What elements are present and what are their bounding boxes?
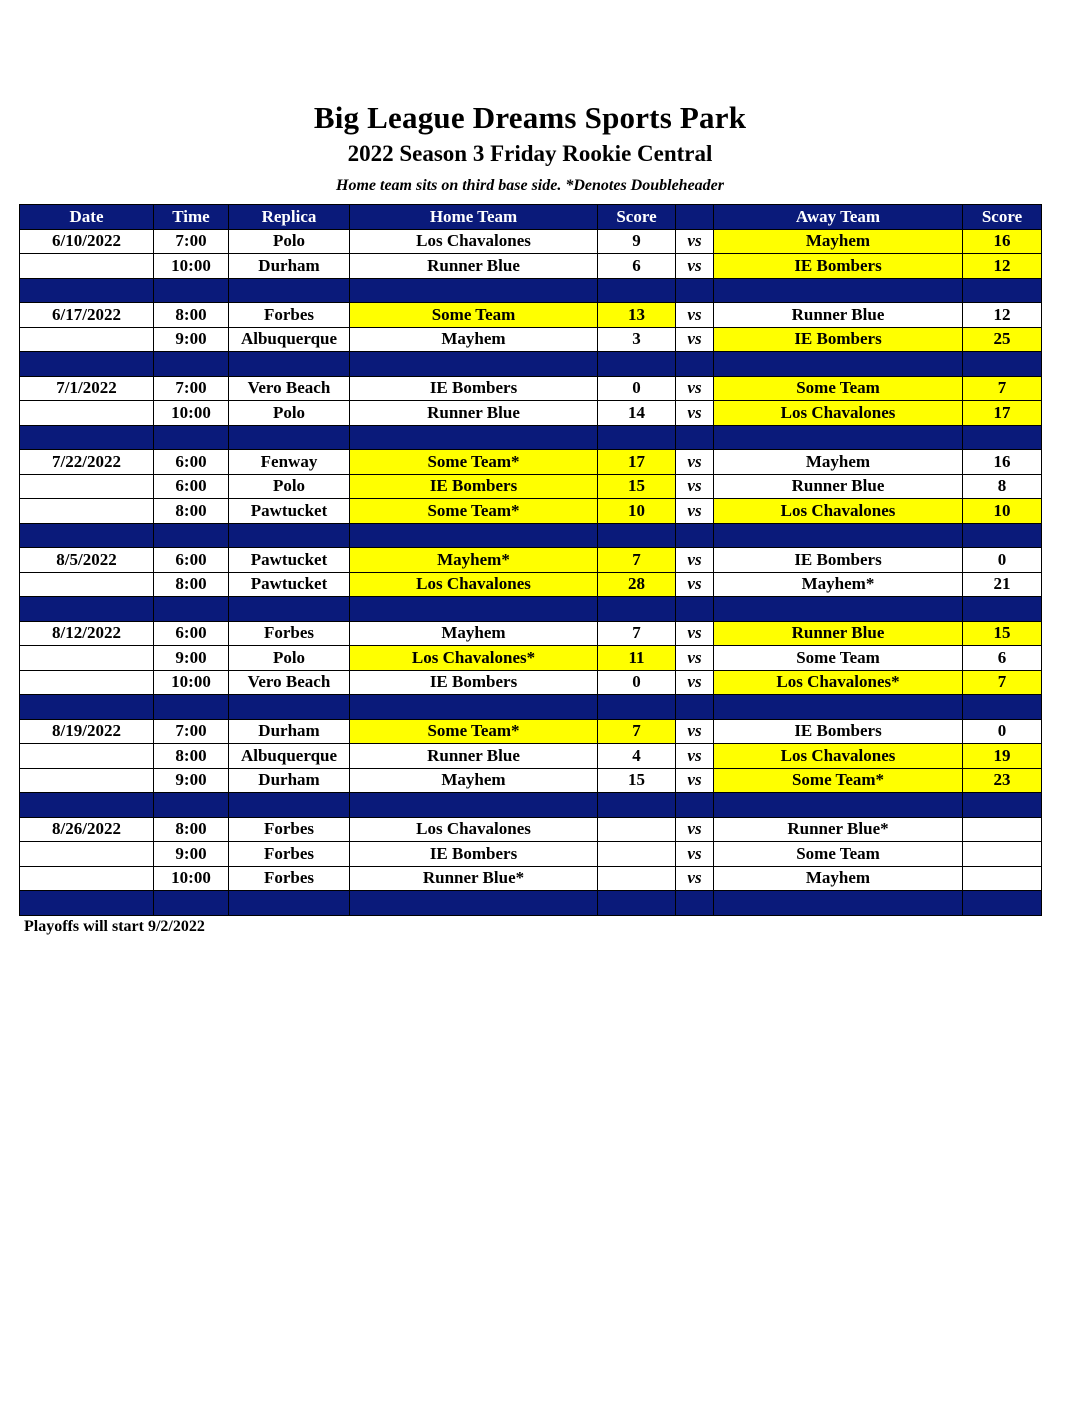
cell-time: 8:00 xyxy=(154,744,229,769)
cell-replica: Polo xyxy=(229,646,350,671)
cell-vs: vs xyxy=(676,646,714,671)
cell-date xyxy=(20,670,154,695)
separator-cell xyxy=(963,597,1042,622)
cell-home-team: Runner Blue xyxy=(350,401,598,426)
cell-away-score xyxy=(963,817,1042,842)
separator-cell xyxy=(598,793,676,818)
cell-vs: vs xyxy=(676,768,714,793)
separator-cell xyxy=(598,891,676,916)
cell-date xyxy=(20,646,154,671)
separator-row xyxy=(20,891,1042,916)
separator-row xyxy=(20,523,1042,548)
separator-row xyxy=(20,425,1042,450)
cell-home-team: Some Team* xyxy=(350,499,598,524)
cell-vs: vs xyxy=(676,670,714,695)
cell-replica: Forbes xyxy=(229,817,350,842)
separator-cell xyxy=(350,523,598,548)
schedule-body xyxy=(20,229,1042,915)
separator-cell xyxy=(229,523,350,548)
cell-time: 9:00 xyxy=(154,646,229,671)
separator-cell xyxy=(598,278,676,303)
separator-cell xyxy=(676,793,714,818)
cell-home-team: IE Bombers xyxy=(350,376,598,401)
cell-time: 8:00 xyxy=(154,572,229,597)
cell-replica: Durham xyxy=(229,254,350,279)
cell-away-team: Some Team xyxy=(714,646,963,671)
header-vs xyxy=(676,205,714,230)
separator-cell xyxy=(350,793,598,818)
cell-away-team: Runner Blue xyxy=(714,621,963,646)
separator-row xyxy=(20,793,1042,818)
cell-away-score: 8 xyxy=(963,474,1042,499)
cell-home-score: 13 xyxy=(598,303,676,328)
cell-home-team: Los Chavalones xyxy=(350,572,598,597)
header-away-score: Score xyxy=(963,205,1042,230)
cell-replica: Forbes xyxy=(229,303,350,328)
cell-away-score: 12 xyxy=(963,303,1042,328)
cell-vs: vs xyxy=(676,548,714,573)
separator-cell xyxy=(154,425,229,450)
cell-away-score: 21 xyxy=(963,572,1042,597)
cell-time: 6:00 xyxy=(154,474,229,499)
schedule-table xyxy=(19,204,1042,916)
separator-cell xyxy=(229,891,350,916)
cell-away-score: 16 xyxy=(963,450,1042,475)
cell-home-team: Los Chavalones* xyxy=(350,646,598,671)
separator-cell xyxy=(714,278,963,303)
separator-cell xyxy=(154,352,229,377)
page-subtitle: 2022 Season 3 Friday Rookie Central xyxy=(347,141,713,166)
cell-date xyxy=(20,842,154,867)
separator-cell xyxy=(20,891,154,916)
table-row xyxy=(20,303,1042,328)
cell-time: 8:00 xyxy=(154,817,229,842)
cell-home-team: Mayhem xyxy=(350,621,598,646)
header-replica: Replica xyxy=(229,205,350,230)
cell-time: 6:00 xyxy=(154,450,229,475)
separator-cell xyxy=(229,695,350,720)
cell-vs: vs xyxy=(676,572,714,597)
cell-home-score: 15 xyxy=(598,768,676,793)
cell-date xyxy=(20,254,154,279)
table-row xyxy=(20,229,1042,254)
cell-home-score: 3 xyxy=(598,327,676,352)
cell-home-score: 9 xyxy=(598,229,676,254)
cell-home-score: 6 xyxy=(598,254,676,279)
separator-cell xyxy=(714,891,963,916)
cell-time: 9:00 xyxy=(154,768,229,793)
separator-cell xyxy=(676,425,714,450)
playoffs-note: Playoffs will start 9/2/2022 xyxy=(24,918,205,935)
cell-home-score: 15 xyxy=(598,474,676,499)
header-row xyxy=(20,205,1042,230)
cell-away-score: 17 xyxy=(963,401,1042,426)
cell-away-team: Los Chavalones xyxy=(714,401,963,426)
cell-away-team: Runner Blue xyxy=(714,474,963,499)
cell-away-team: Mayhem xyxy=(714,450,963,475)
cell-home-team: Los Chavalones xyxy=(350,817,598,842)
cell-away-team: Runner Blue* xyxy=(714,817,963,842)
table-row xyxy=(20,572,1042,597)
cell-vs: vs xyxy=(676,229,714,254)
cell-time: 10:00 xyxy=(154,401,229,426)
separator-cell xyxy=(350,278,598,303)
cell-replica: Polo xyxy=(229,229,350,254)
separator-cell xyxy=(20,523,154,548)
cell-time: 10:00 xyxy=(154,866,229,891)
cell-replica: Pawtucket xyxy=(229,499,350,524)
separator-cell xyxy=(714,425,963,450)
cell-away-score: 7 xyxy=(963,376,1042,401)
cell-vs: vs xyxy=(676,303,714,328)
separator-cell xyxy=(676,597,714,622)
cell-home-score: 4 xyxy=(598,744,676,769)
separator-cell xyxy=(676,891,714,916)
cell-away-team: Los Chavalones* xyxy=(714,670,963,695)
separator-cell xyxy=(714,523,963,548)
separator-cell xyxy=(350,597,598,622)
separator-cell xyxy=(229,278,350,303)
cell-home-team: IE Bombers xyxy=(350,670,598,695)
cell-date xyxy=(20,474,154,499)
cell-away-score: 15 xyxy=(963,621,1042,646)
cell-replica: Pawtucket xyxy=(229,572,350,597)
cell-away-score: 25 xyxy=(963,327,1042,352)
cell-away-score: 0 xyxy=(963,719,1042,744)
cell-away-team: IE Bombers xyxy=(714,548,963,573)
separator-cell xyxy=(154,891,229,916)
separator-cell xyxy=(154,793,229,818)
table-row xyxy=(20,499,1042,524)
cell-vs: vs xyxy=(676,376,714,401)
cell-date xyxy=(20,768,154,793)
cell-date: 6/17/2022 xyxy=(20,303,154,328)
separator-cell xyxy=(20,597,154,622)
cell-date xyxy=(20,499,154,524)
cell-date: 8/12/2022 xyxy=(20,621,154,646)
separator-row xyxy=(20,597,1042,622)
cell-vs: vs xyxy=(676,450,714,475)
page-title: Big League Dreams Sports Park xyxy=(313,100,747,135)
cell-home-score xyxy=(598,866,676,891)
cell-away-team: Los Chavalones xyxy=(714,499,963,524)
separator-cell xyxy=(676,523,714,548)
separator-row xyxy=(20,278,1042,303)
cell-time: 6:00 xyxy=(154,548,229,573)
cell-date: 6/10/2022 xyxy=(20,229,154,254)
separator-cell xyxy=(20,278,154,303)
cell-home-team: Mayhem* xyxy=(350,548,598,573)
separator-cell xyxy=(714,695,963,720)
cell-home-team: Mayhem xyxy=(350,768,598,793)
cell-home-team: IE Bombers xyxy=(350,842,598,867)
cell-away-team: IE Bombers xyxy=(714,254,963,279)
cell-home-score: 17 xyxy=(598,450,676,475)
cell-home-score: 14 xyxy=(598,401,676,426)
separator-cell xyxy=(598,523,676,548)
cell-away-team: Some Team xyxy=(714,376,963,401)
cell-vs: vs xyxy=(676,817,714,842)
separator-cell xyxy=(676,695,714,720)
cell-vs: vs xyxy=(676,254,714,279)
separator-cell xyxy=(154,695,229,720)
cell-away-score: 12 xyxy=(963,254,1042,279)
header-home-score: Score xyxy=(598,205,676,230)
cell-home-team: Runner Blue xyxy=(350,254,598,279)
separator-cell xyxy=(963,793,1042,818)
separator-cell xyxy=(350,425,598,450)
cell-replica: Forbes xyxy=(229,842,350,867)
cell-date xyxy=(20,866,154,891)
separator-cell xyxy=(714,597,963,622)
cell-home-team: Mayhem xyxy=(350,327,598,352)
cell-replica: Albuquerque xyxy=(229,327,350,352)
cell-home-team: Some Team* xyxy=(350,719,598,744)
cell-away-score: 19 xyxy=(963,744,1042,769)
cell-away-score: 0 xyxy=(963,548,1042,573)
table-row xyxy=(20,866,1042,891)
cell-date xyxy=(20,744,154,769)
table-row xyxy=(20,646,1042,671)
separator-cell xyxy=(714,793,963,818)
cell-away-team: Some Team xyxy=(714,842,963,867)
separator-cell xyxy=(229,425,350,450)
cell-vs: vs xyxy=(676,401,714,426)
cell-away-score: 16 xyxy=(963,229,1042,254)
cell-replica: Albuquerque xyxy=(229,744,350,769)
separator-cell xyxy=(963,695,1042,720)
cell-home-score: 7 xyxy=(598,719,676,744)
table-row xyxy=(20,548,1042,573)
cell-date: 8/5/2022 xyxy=(20,548,154,573)
separator-cell xyxy=(963,425,1042,450)
cell-away-team: Runner Blue xyxy=(714,303,963,328)
cell-away-team: Mayhem xyxy=(714,229,963,254)
separator-cell xyxy=(20,695,154,720)
cell-replica: Forbes xyxy=(229,621,350,646)
cell-away-team: IE Bombers xyxy=(714,719,963,744)
cell-home-score: 0 xyxy=(598,376,676,401)
cell-vs: vs xyxy=(676,719,714,744)
table-row xyxy=(20,768,1042,793)
separator-cell xyxy=(963,278,1042,303)
cell-home-team: IE Bombers xyxy=(350,474,598,499)
separator-cell xyxy=(350,695,598,720)
cell-time: 10:00 xyxy=(154,670,229,695)
header-home-team: Home Team xyxy=(350,205,598,230)
cell-vs: vs xyxy=(676,744,714,769)
separator-cell xyxy=(229,597,350,622)
cell-replica: Durham xyxy=(229,719,350,744)
cell-home-team: Some Team* xyxy=(350,450,598,475)
cell-date xyxy=(20,327,154,352)
separator-cell xyxy=(154,278,229,303)
cell-vs: vs xyxy=(676,842,714,867)
cell-replica: Vero Beach xyxy=(229,670,350,695)
separator-row xyxy=(20,352,1042,377)
cell-home-team: Runner Blue* xyxy=(350,866,598,891)
cell-home-score: 7 xyxy=(598,548,676,573)
table-row xyxy=(20,719,1042,744)
cell-home-team: Runner Blue xyxy=(350,744,598,769)
separator-cell xyxy=(676,352,714,377)
cell-time: 7:00 xyxy=(154,229,229,254)
table-row xyxy=(20,744,1042,769)
header-date: Date xyxy=(20,205,154,230)
cell-home-score: 7 xyxy=(598,621,676,646)
separator-cell xyxy=(20,425,154,450)
cell-replica: Fenway xyxy=(229,450,350,475)
separator-cell xyxy=(20,352,154,377)
cell-away-score: 23 xyxy=(963,768,1042,793)
separator-cell xyxy=(598,425,676,450)
cell-date: 7/1/2022 xyxy=(20,376,154,401)
table-row xyxy=(20,401,1042,426)
separator-cell xyxy=(598,352,676,377)
separator-cell xyxy=(714,352,963,377)
cell-home-score xyxy=(598,842,676,867)
schedule-note: Home team sits on third base side. *Denotes Doubleheader xyxy=(336,177,724,194)
cell-replica: Polo xyxy=(229,474,350,499)
separator-cell xyxy=(963,523,1042,548)
cell-vs: vs xyxy=(676,621,714,646)
table-row xyxy=(20,450,1042,475)
cell-away-team: Some Team* xyxy=(714,768,963,793)
cell-time: 9:00 xyxy=(154,842,229,867)
table-row xyxy=(20,474,1042,499)
table-row xyxy=(20,621,1042,646)
separator-cell xyxy=(598,695,676,720)
cell-time: 9:00 xyxy=(154,327,229,352)
table-row xyxy=(20,817,1042,842)
cell-home-team: Los Chavalones xyxy=(350,229,598,254)
cell-vs: vs xyxy=(676,499,714,524)
cell-date: 8/26/2022 xyxy=(20,817,154,842)
cell-time: 7:00 xyxy=(154,719,229,744)
separator-cell xyxy=(154,523,229,548)
cell-time: 6:00 xyxy=(154,621,229,646)
cell-replica: Polo xyxy=(229,401,350,426)
separator-cell xyxy=(20,793,154,818)
cell-time: 8:00 xyxy=(154,499,229,524)
separator-cell xyxy=(229,352,350,377)
cell-date: 7/22/2022 xyxy=(20,450,154,475)
cell-replica: Pawtucket xyxy=(229,548,350,573)
separator-cell xyxy=(350,891,598,916)
cell-away-team: Los Chavalones xyxy=(714,744,963,769)
cell-away-team: Mayhem xyxy=(714,866,963,891)
cell-home-score xyxy=(598,817,676,842)
table-row xyxy=(20,327,1042,352)
header-time: Time xyxy=(154,205,229,230)
separator-cell xyxy=(963,891,1042,916)
cell-home-score: 28 xyxy=(598,572,676,597)
cell-home-score: 0 xyxy=(598,670,676,695)
cell-time: 7:00 xyxy=(154,376,229,401)
separator-cell xyxy=(598,597,676,622)
cell-date xyxy=(20,572,154,597)
separator-row xyxy=(20,695,1042,720)
cell-away-team: IE Bombers xyxy=(714,327,963,352)
cell-home-team: Some Team xyxy=(350,303,598,328)
separator-cell xyxy=(229,793,350,818)
cell-time: 8:00 xyxy=(154,303,229,328)
cell-vs: vs xyxy=(676,866,714,891)
cell-time: 10:00 xyxy=(154,254,229,279)
cell-away-score: 10 xyxy=(963,499,1042,524)
cell-date xyxy=(20,401,154,426)
cell-away-score xyxy=(963,866,1042,891)
cell-away-team: Mayhem* xyxy=(714,572,963,597)
separator-cell xyxy=(154,597,229,622)
cell-replica: Forbes xyxy=(229,866,350,891)
header-away-team: Away Team xyxy=(714,205,963,230)
cell-home-score: 11 xyxy=(598,646,676,671)
table-row xyxy=(20,842,1042,867)
cell-home-score: 10 xyxy=(598,499,676,524)
cell-away-score: 6 xyxy=(963,646,1042,671)
cell-vs: vs xyxy=(676,474,714,499)
table-row xyxy=(20,376,1042,401)
cell-replica: Durham xyxy=(229,768,350,793)
cell-away-score xyxy=(963,842,1042,867)
separator-cell xyxy=(676,278,714,303)
cell-replica: Vero Beach xyxy=(229,376,350,401)
cell-date: 8/19/2022 xyxy=(20,719,154,744)
cell-away-score: 7 xyxy=(963,670,1042,695)
table-row xyxy=(20,254,1042,279)
separator-cell xyxy=(963,352,1042,377)
table-row xyxy=(20,670,1042,695)
separator-cell xyxy=(350,352,598,377)
cell-vs: vs xyxy=(676,327,714,352)
